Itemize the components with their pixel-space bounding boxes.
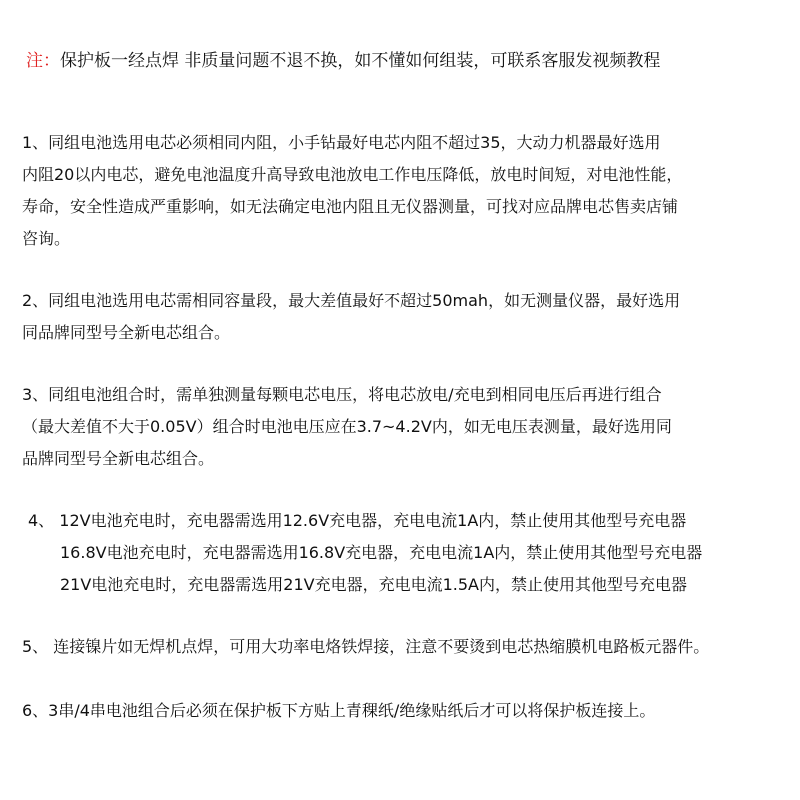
- notice-prefix: 注：: [26, 51, 60, 71]
- p3-line-2: （最大差值不大于0.05V）组合时电池电压应在3.7~4.2V内，如无电压表测量，最好选用同: [22, 417, 672, 436]
- p2-line-1: 2、同组电池选用电芯需相同容量段，最大差值最好不超过50mah，如无测量仪器，最好选用: [22, 291, 681, 310]
- p3-line-1: 3、同组电池组合时，需单独测量每颗电芯电压，将电芯放电/充电到相同电压后再进行组合: [22, 385, 662, 404]
- p4-line-1: 4、 12V电池充电时，充电器需选用12.6V充电器，充电电流1A内，禁止使用其他型号充电器: [28, 511, 687, 530]
- p1-line-1: 1、同组电池选用电芯必须相同内阻，小手钻最好电芯内阻不超过35，大动力机器最好选用: [22, 133, 661, 152]
- p6-line-1: 6、3串/4串电池组合后必须在保护板下方贴上青稞纸/绝缘贴纸后才可以将保护板连接上。: [22, 701, 656, 720]
- p1-line-4: 咨询。: [22, 229, 71, 248]
- p4-line-2: 16.8V电池充电时，充电器需选用16.8V充电器，充电电流1A内，禁止使用其他型号充电器: [60, 543, 703, 562]
- notice-line: [26, 46, 660, 71]
- notice-text: 保护板一经点焊 非质量问题不退不换，如不懂如何组装，可联系客服发视频教程: [60, 51, 661, 71]
- p2-line-2: 同品牌同型号全新电芯组合。: [22, 323, 231, 342]
- p4-line-3: 21V电池充电时，充电器需选用21V充电器，充电电流1.5A内，禁止使用其他型号充电器: [60, 575, 688, 594]
- p5-line-1: 5、 连接镍片如无焊机点焊，可用大功率电烙铁焊接，注意不要烫到电芯热缩膜机电路板元器件。: [22, 637, 710, 656]
- p1-line-3: 寿命，安全性造成严重影响，如无法确定电池内阻且无仪器测量，可找对应品牌电芯售卖店铺: [22, 197, 679, 216]
- p3-line-3: 品牌同型号全新电芯组合。: [22, 449, 215, 468]
- p1-line-2: 内阻20以内电芯，避免电池温度升高导致电池放电工作电压降低，放电时间短，对电池性能，: [22, 165, 683, 184]
